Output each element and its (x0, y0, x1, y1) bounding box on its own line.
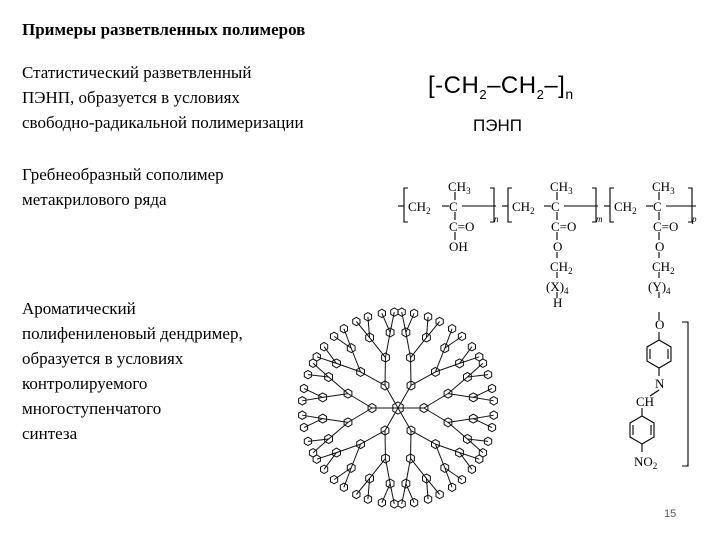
text-line: многоступенчатого (22, 399, 162, 418)
ldpe-label: ПЭНП (473, 116, 522, 135)
text-line: ПЭНП, образуется в условиях (22, 88, 240, 107)
text-line: синтеза (22, 424, 78, 443)
svg-text:p: p (692, 214, 697, 224)
svg-text:n: n (494, 214, 499, 224)
text-line: метакрилового ряда (22, 190, 167, 209)
ldpe-formula: $[-CH_2-CH_2-]_n$ (428, 72, 574, 102)
svg-text:O: O (655, 317, 665, 332)
svg-text:C: C (653, 199, 662, 214)
svg-text:NO2: $NO_2$ (634, 454, 658, 471)
svg-text:CH2: $CH_2$ (652, 259, 675, 276)
svg-text:O: O (553, 239, 563, 254)
text-line: Статистический разветвленный (22, 63, 252, 82)
svg-text:H: H (553, 295, 563, 310)
svg-text:m: m (596, 214, 603, 224)
svg-text:CH2: $CH_2$ (408, 199, 431, 216)
svg-text:CH: CH (636, 394, 655, 409)
svg-text:CH3: $CH_3$ (652, 179, 675, 196)
text-line: Ароматический (22, 299, 136, 318)
text-line: образуется в условиях (22, 349, 184, 368)
comb-copolymer-structure (398, 179, 697, 471)
svg-text:C=O: C=O (449, 219, 475, 234)
text-line: контролируемого (22, 374, 148, 393)
svg-text:C: C (551, 199, 560, 214)
svg-text:CH2: $CH_2$ (614, 199, 637, 216)
page-number: 15 (664, 508, 677, 520)
text-line: свободно-радикальной полимеризации (22, 113, 304, 132)
svg-text:(Y)4: $(Y)_4$ (648, 279, 671, 296)
dendrimer-image (299, 308, 498, 508)
svg-text:N: N (655, 376, 665, 391)
svg-text:(X)4: $(X)_4$ (546, 279, 569, 296)
svg-text:OH: OH (449, 239, 468, 254)
text-line: полифениленовый дендример, (22, 324, 243, 343)
svg-text:CH2: $CH_2$ (550, 259, 573, 276)
svg-text:CH2: $CH_2$ (512, 199, 535, 216)
svg-text:C: C (449, 199, 458, 214)
svg-text:C=O: C=O (551, 219, 577, 234)
svg-text:O: O (655, 239, 665, 254)
svg-text:CH3: $CH_3$ (448, 179, 471, 196)
text-line: Гребнеобразный сополимер (22, 165, 224, 184)
svg-text:C=O: C=O (653, 219, 679, 234)
svg-text:CH3: $CH_3$ (550, 179, 573, 196)
slide-title: Примеры разветвленных полимеров (22, 20, 306, 39)
